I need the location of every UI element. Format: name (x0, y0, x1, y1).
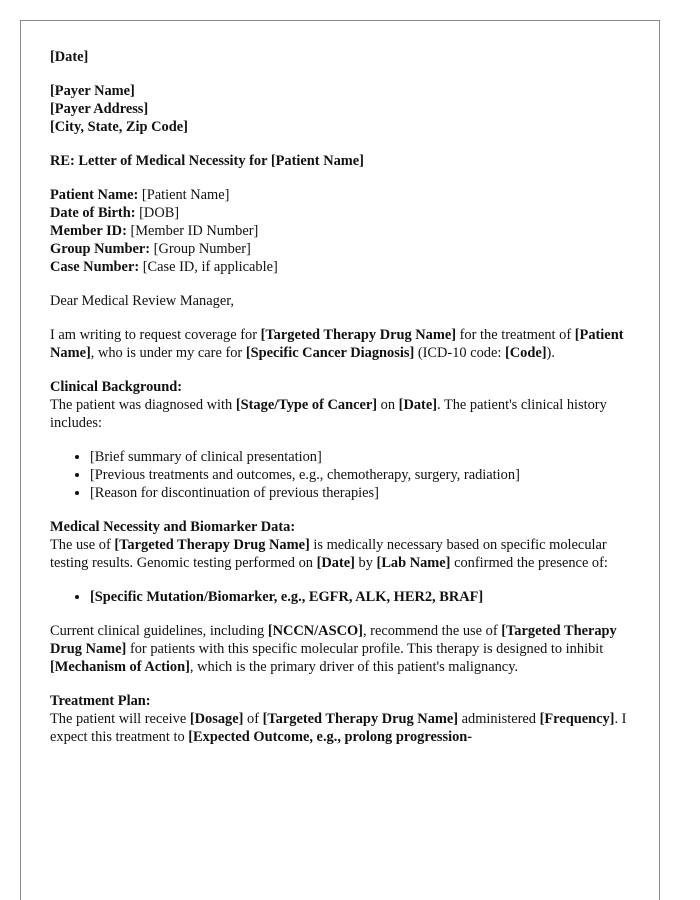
guidelines-paragraph: Current clinical guidelines, including [NCCN/ASCO], recommend the use of [Targeted Therapy Drug Name] for patients with this specific molecular profile. This therapy is designed to inhibit [Mechanism of Action], which is the primary driver of this patient's malignancy. (50, 623, 617, 675)
intro-paragraph: I am writing to request coverage for [Targeted Therapy Drug Name] for the treatment of [Patient Name], who is under my care for [Specific Cancer Diagnosis] (ICD-10 code: [Code]). (50, 327, 624, 361)
dob-row: Date of Birth: [DOB] (50, 205, 180, 221)
payer-name: [Payer Name] (50, 83, 135, 99)
patient-info-block (50, 186, 642, 276)
treatment-plan-heading: Treatment Plan: (50, 693, 151, 709)
list-item: • [Previous treatments and outcomes, e.g., chemotherapy, surgery, radiation] (90, 466, 642, 484)
payer-address-block (50, 82, 642, 136)
list-item: • [Brief summary of clinical presentation] (90, 448, 642, 466)
group-number-row: Group Number: [Group Number] (50, 241, 251, 257)
case-number-row: Case Number: [Case ID, if applicable] (50, 259, 278, 275)
payer-city-state-zip: [City, State, Zip Code] (50, 119, 188, 135)
list-item: • [Specific Mutation/Biomarker, e.g., EGFR, ALK, HER2, BRAF] (90, 588, 642, 606)
biomarker-list (50, 588, 642, 606)
letter-page (20, 20, 660, 900)
clinical-background-paragraph: Clinical Background: The patient was diagnosed with [Stage/Type of Cancer] on [Date]. The patient's clinical history includes: (50, 378, 642, 432)
re-line: RE: Letter of Medical Necessity for [Patient Name] (50, 153, 364, 169)
medical-necessity-heading: Medical Necessity and Biomarker Data: (50, 519, 296, 535)
treatment-plan-paragraph: Treatment Plan: The patient will receive [Dosage] of [Targeted Therapy Drug Name] administered [Frequency]. I expect this treatment to [Expected Outcome, e.g., prolong progression- (50, 692, 642, 746)
member-id-row: Member ID: [Member ID Number] (50, 223, 259, 239)
list-item: • [Reason for discontinuation of previous therapies] (90, 484, 642, 502)
letter-content (50, 48, 642, 762)
clinical-history-list (50, 448, 642, 502)
salutation: Dear Medical Review Manager, (50, 293, 235, 309)
payer-address: [Payer Address] (50, 101, 149, 117)
patient-name-row: Patient Name: [Patient Name] (50, 187, 230, 203)
clinical-background-heading: Clinical Background: (50, 379, 183, 395)
medical-necessity-paragraph: Medical Necessity and Biomarker Data: The use of [Targeted Therapy Drug Name] is medically necessary based on specific molecular testing results. Genomic testing performed on [Date] by [Lab Name] confirmed the presence of: (50, 518, 642, 572)
letter-date: [Date] (50, 49, 89, 65)
